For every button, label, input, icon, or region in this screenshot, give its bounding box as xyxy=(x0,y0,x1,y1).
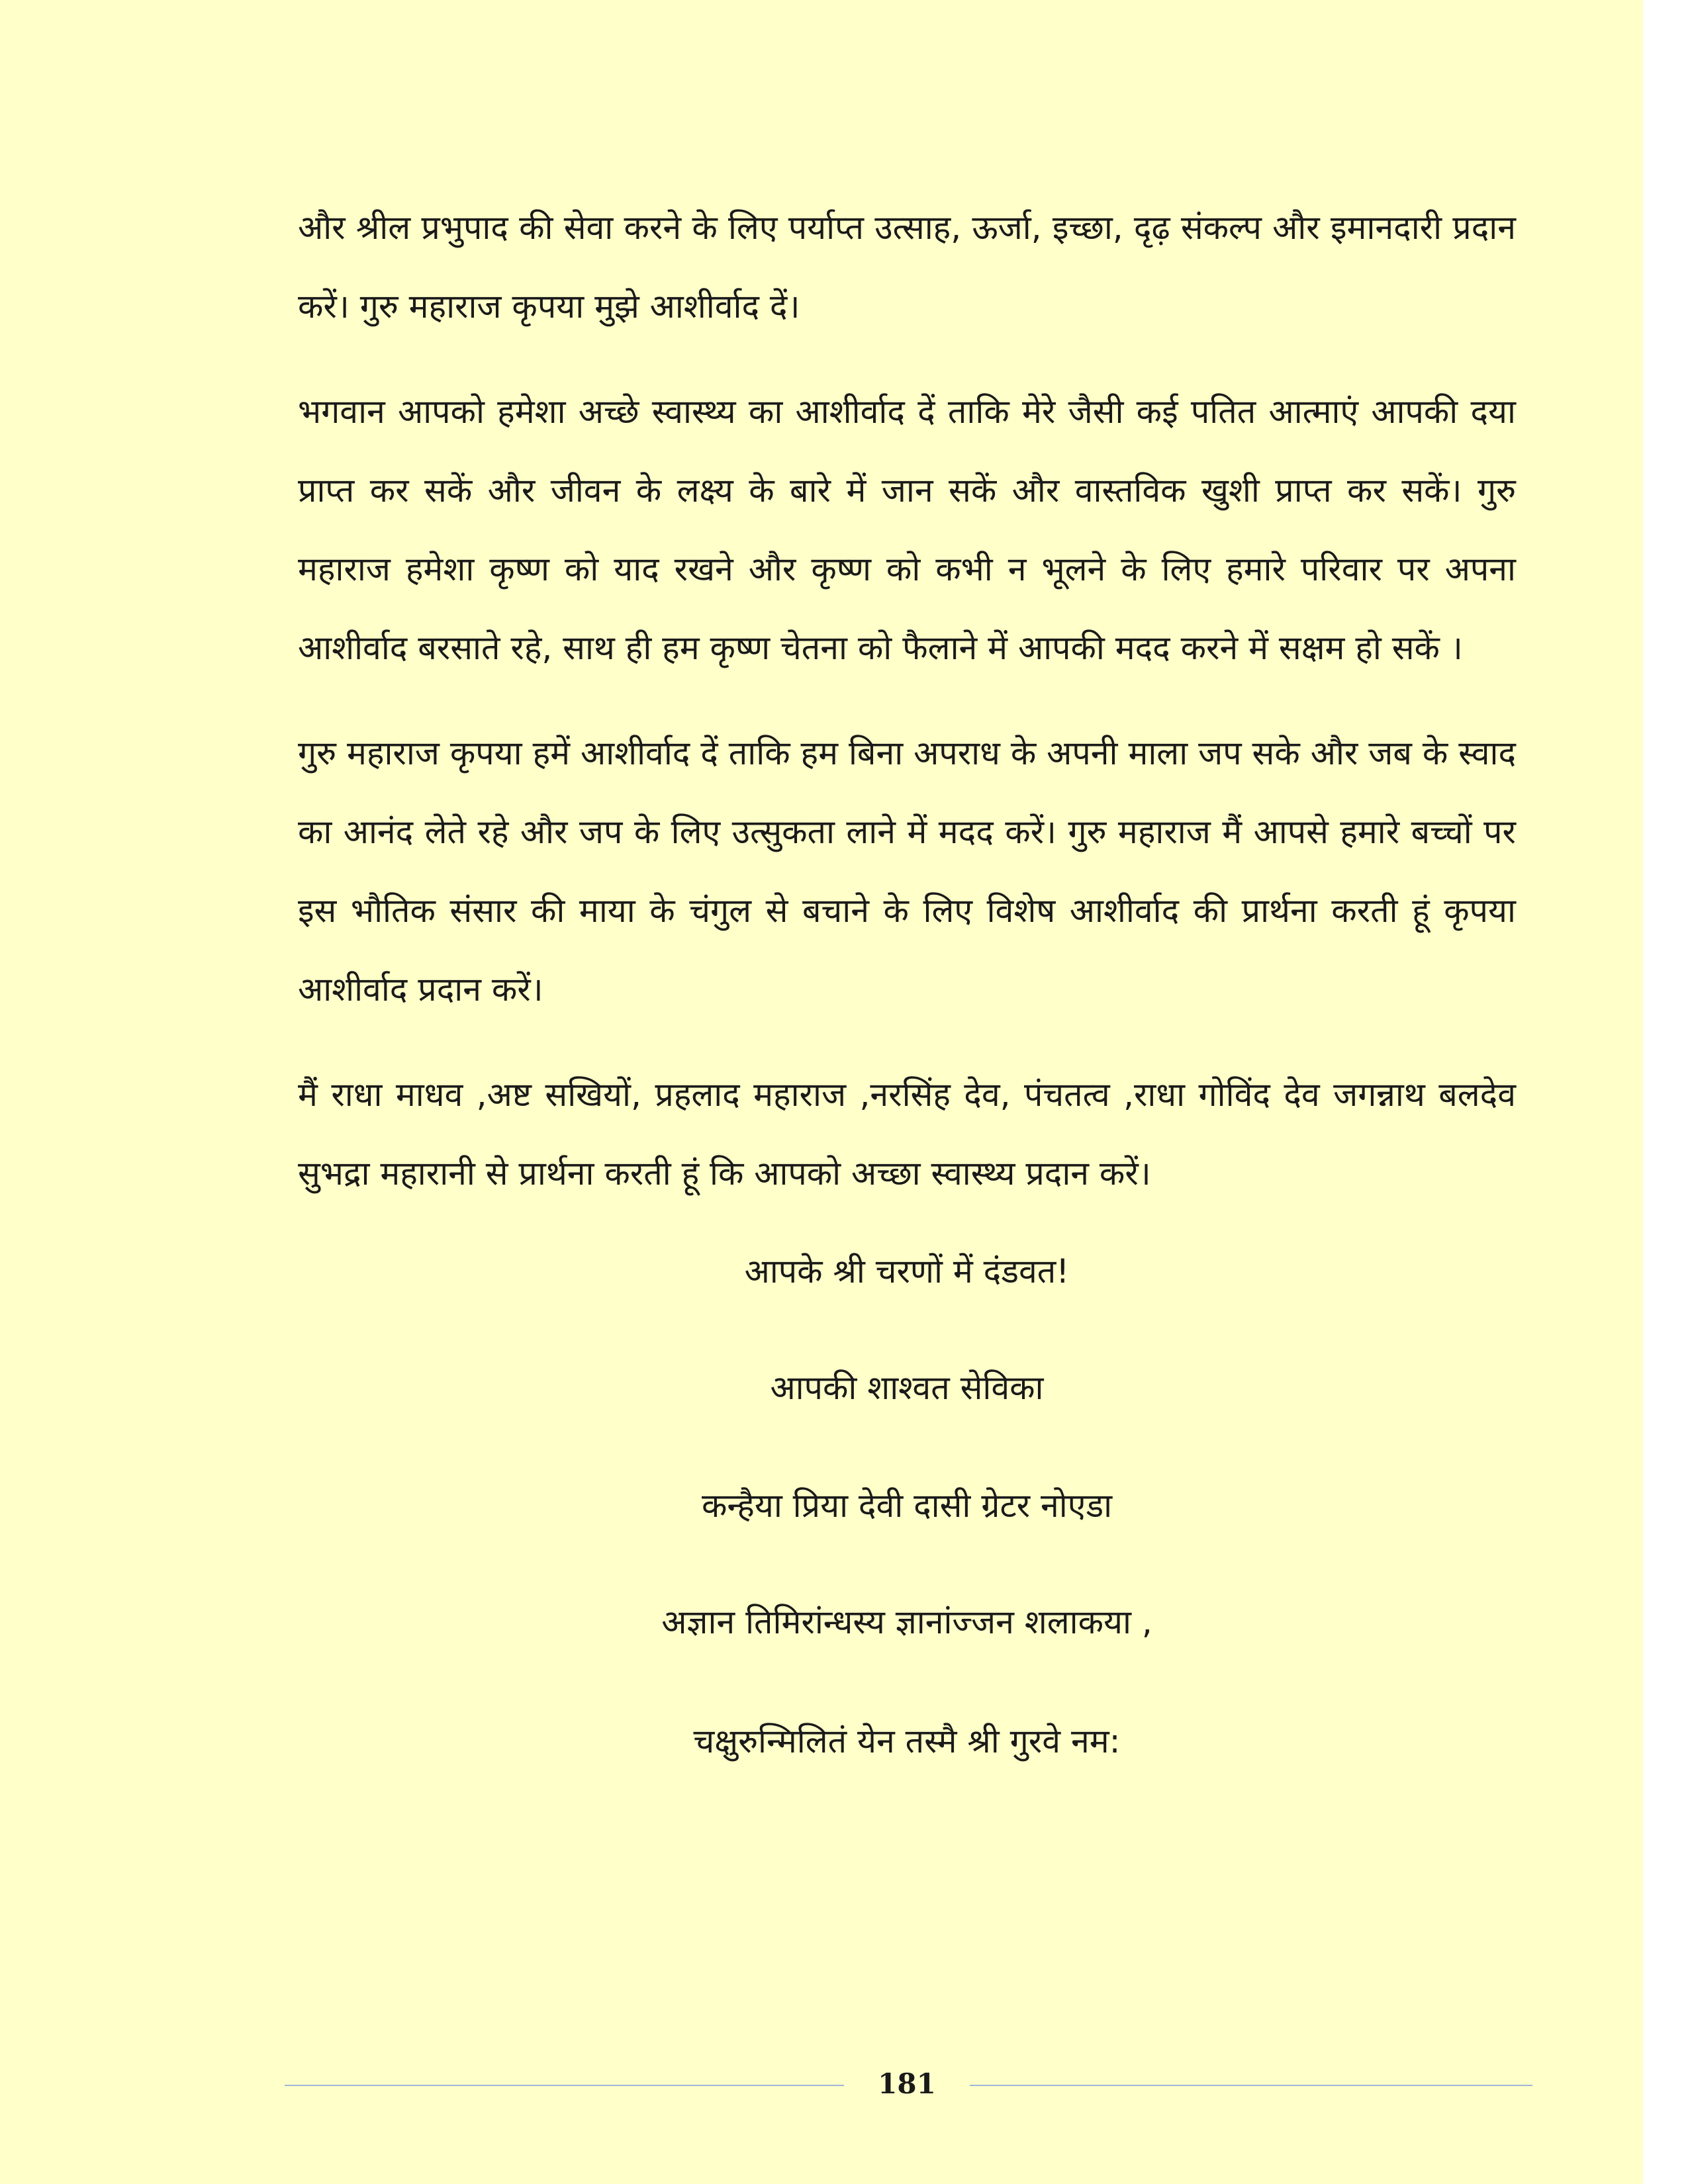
author-name: कन्हैया प्रिया देवी दासी ग्रेटर नोएडा xyxy=(701,1486,1113,1525)
paragraph-3: गुरु महाराज कृपया हमें आशीर्वाद दें ताकि हम बिना अपराध के अपनी माला जप सके और जब के स्वाद का आनंद लेते रहे और जप के लिए उत्सुकता लाने में मदद करें। गुरु महाराज मैं आपसे हमारे बच्चों पर इस भौतिक संसार की माया के चंगुल से बचाने के लिए विशेष आशीर्वाद की प्रार्थना करती हूं कृपया आशीर्वाद प्रदान करें। xyxy=(298,734,1516,1009)
page-number: 181 xyxy=(878,2068,936,2100)
footer-rule-left xyxy=(285,2085,844,2086)
page-edge-margin xyxy=(1643,0,1688,2184)
verse-line-2: चक्षुरुन्मिलितं येन तस्मै श्री गुरवे नम: xyxy=(693,1722,1121,1760)
page-content xyxy=(298,189,1516,1761)
paragraph-1: और श्रील प्रभुपाद की सेवा करने के लिए पर्याप्त उत्साह, ऊर्जा, इच्छा, दृढ़ संकल्प और इमानदारी प्रदान करें। गुरु महाराज कृपया मुझे आशीर्वाद दें। xyxy=(298,208,1516,326)
paragraph-2: भगवान आपको हमेशा अच्छे स्वास्थ्य का आशीर्वाद दें ताकि मेरे जैसी कई पतित आत्माएं आपकी दया प्राप्त कर सकें और जीवन के लक्ष्य के बारे में जान सकें और वास्तविक खुशी प्राप्त कर सकें। गुरु महाराज हमेशा कृष्ण को याद रखने और कृष्ण को कभी न भूलने के लिए हमारे परिवार पर अपना आशीर्वाद बरसाते रहे, साथ ही हम कृष्ण चेतना को फैलाने में आपकी मदद करने में सक्षम हो सकें । xyxy=(298,392,1516,667)
closing-signoff: आपकी शाश्वत सेविका xyxy=(770,1369,1044,1407)
verse-line-1: अज्ञान तिमिरांन्धस्य ज्ञानांज्जन शलाकया , xyxy=(661,1603,1152,1641)
closing-greeting: आपके श्री चरणों में दंडवत! xyxy=(744,1252,1070,1291)
footer-rule-right xyxy=(970,2085,1532,2086)
paragraph-4: मैं राधा माधव ,अष्ट सखियों, प्रहलाद महाराज ,नरसिंह देव, पंचतत्व ,राधा गोविंद देव जगन्नाथ बलदेव सुभद्रा महारानी से प्रार्थना करती हूं कि आपको अच्छा स्वास्थ्य प्रदान करें। xyxy=(298,1075,1516,1193)
